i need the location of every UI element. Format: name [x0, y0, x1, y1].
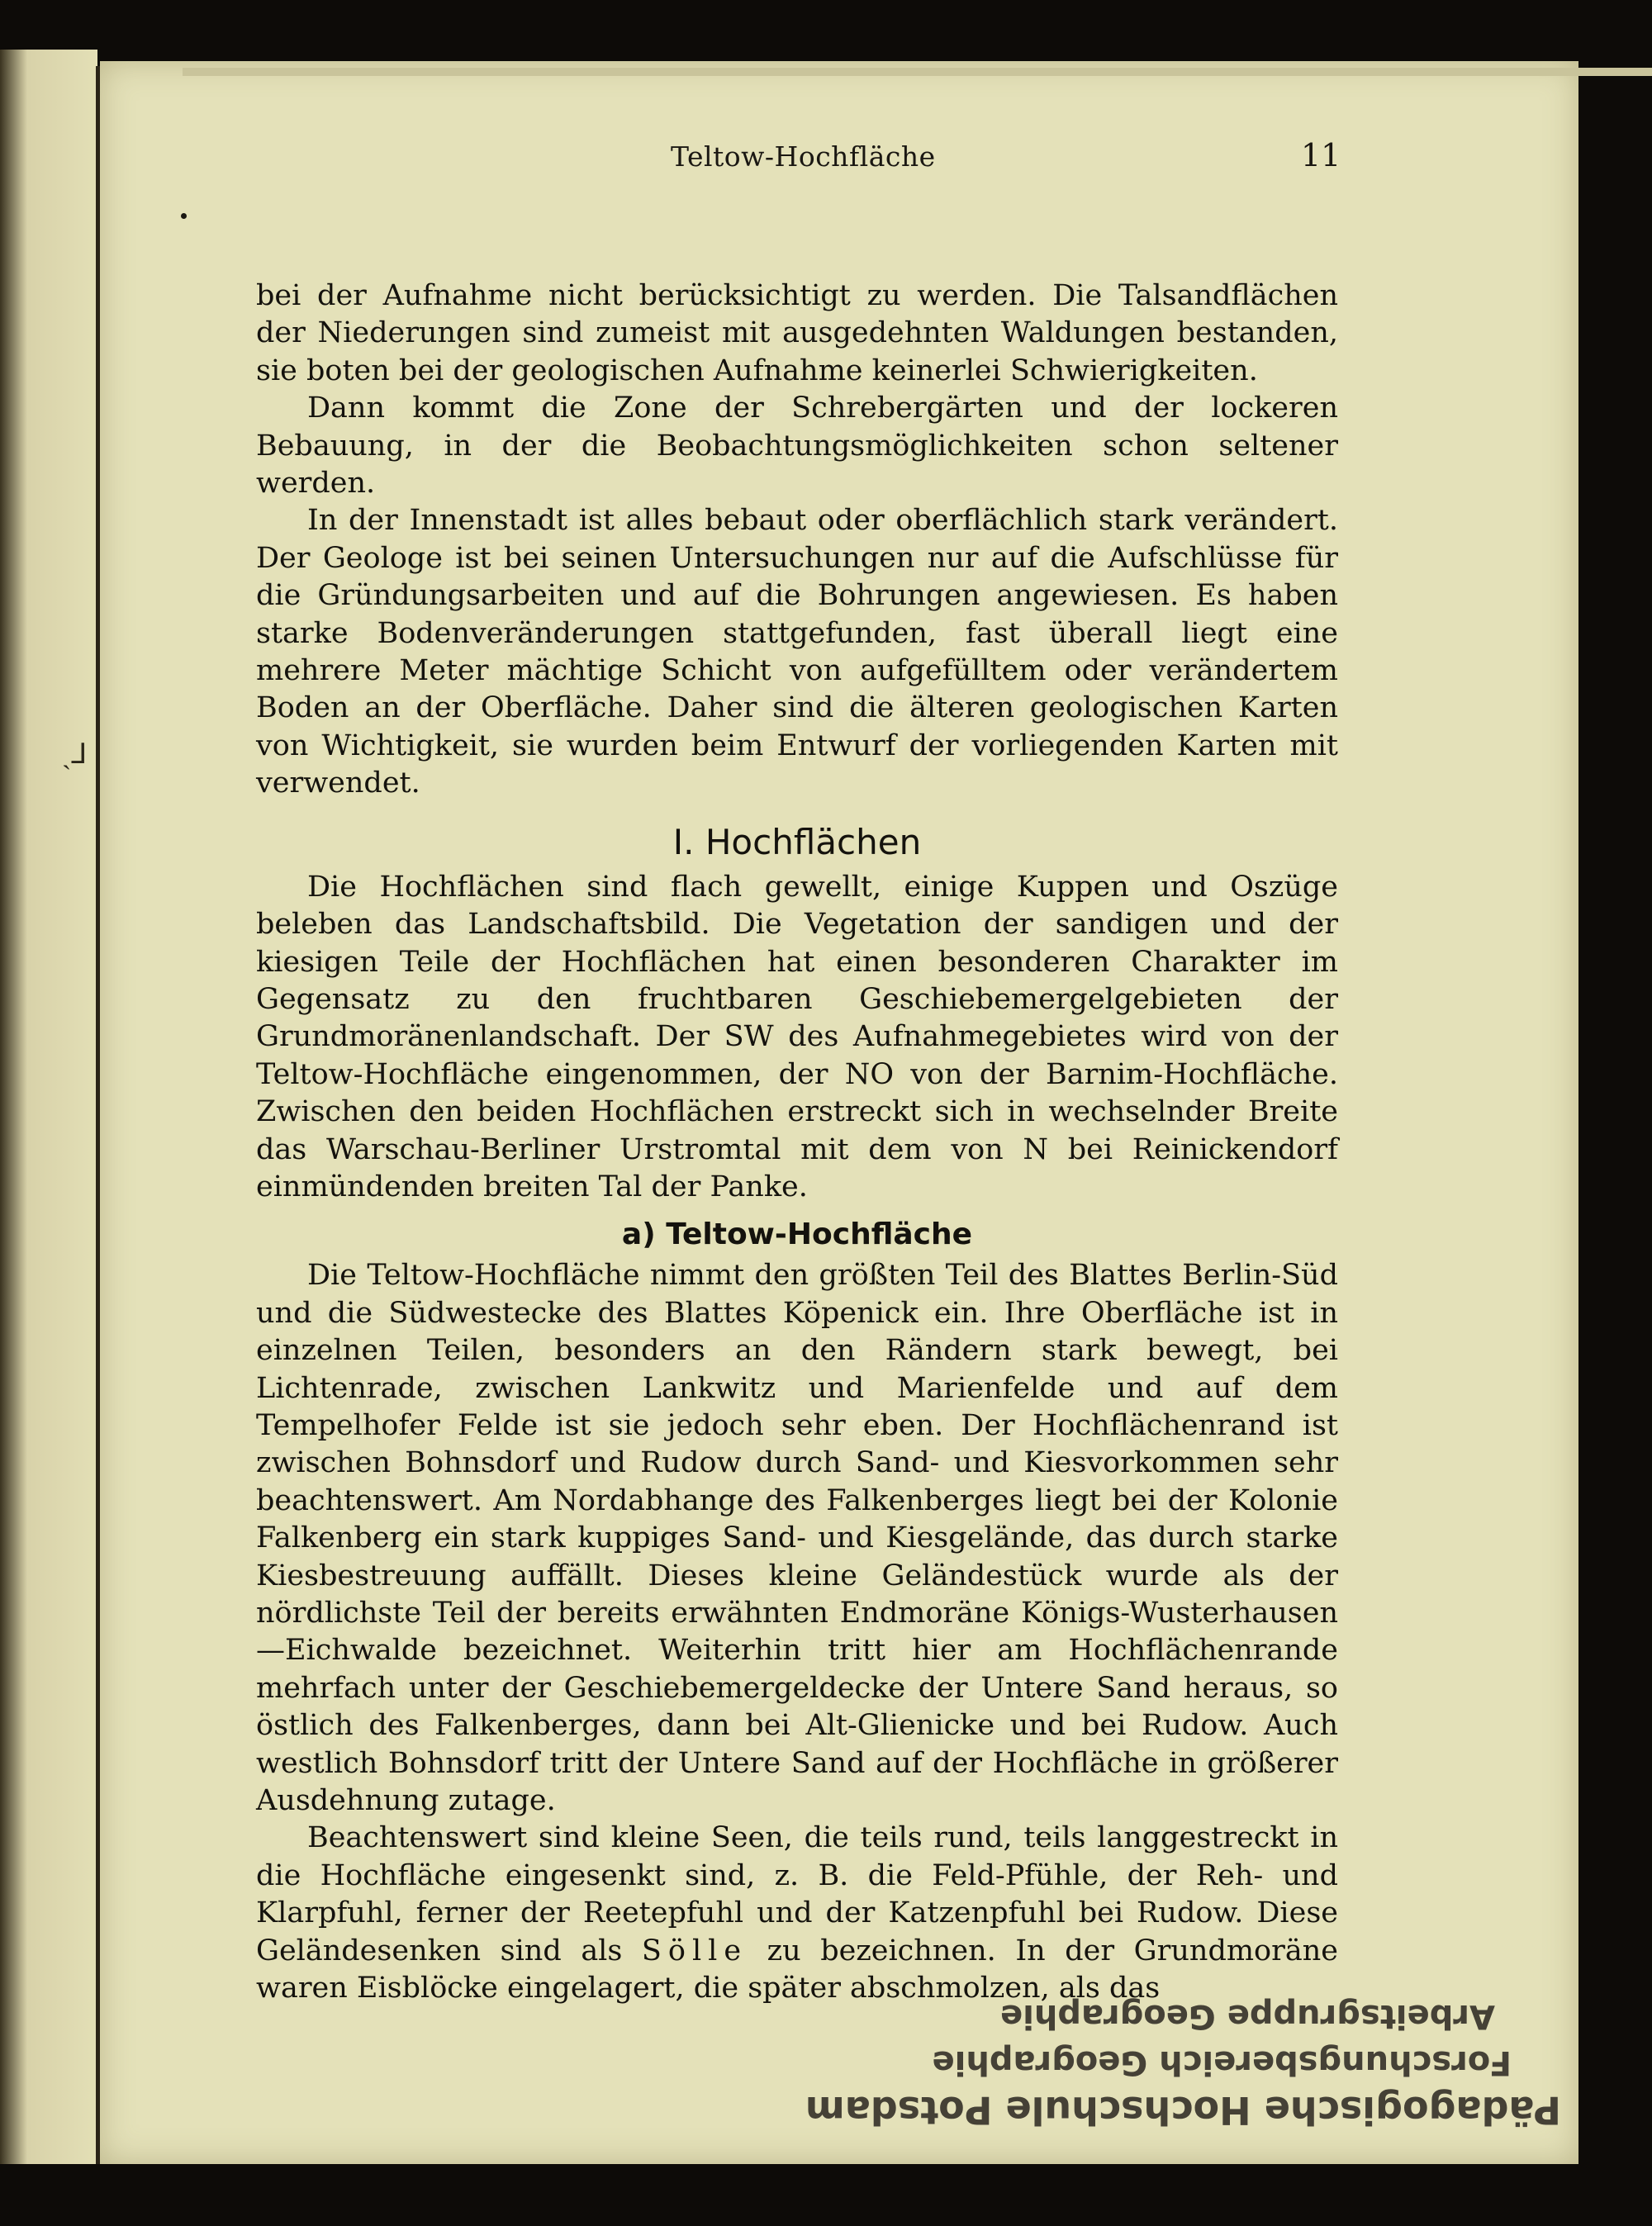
top-rule [183, 68, 1652, 76]
subsection-body [256, 1257, 1338, 2007]
section-heading: I. Hochflächen [672, 821, 922, 862]
intro-section [256, 278, 1338, 803]
subsection-heading: a) Teltow-Hochfläche [621, 1217, 973, 1252]
section-body [256, 869, 1338, 1207]
page-number: 11 [1301, 137, 1341, 173]
stamp-line: Arbeitsgruppe Geographie [1000, 1997, 1495, 2035]
spaced-term: Sölle [641, 1934, 748, 1967]
paragraph: In der Innenstadt ist alles bebaut oder oberflächlich stark verändert. Der Geologe ist bei seinen Untersuchungen nur auf die Aufschlüsse für die Gründungsarbeiten und auf die Bohrungen angewiesen. Es haben starke Bodenveränderungen stattgefunden, fast überall liegt eine mehrere Meter mächtige Schicht von aufgefülltem oder verändertem Boden an der Oberfläche. Daher sind die älteren geologischen Karten von Wichtigkeit, sie wurden beim Entwurf der vorliegenden Karten mit verwendet. [256, 504, 1338, 800]
margin-scribble: ˎ⅃ [62, 738, 88, 771]
stamp-line: Pädagogische Hochschule Potsdam [805, 2088, 1561, 2133]
page-header [256, 137, 1341, 190]
running-title: Teltow-Hochfläche [671, 140, 936, 173]
paragraph: Die Teltow-Hochfläche nimmt den größten Teil des Blattes Berlin-Süd und die Südwestecke des Blattes Köpenick ein. Ihre Oberfläche ist in einzelnen Teilen, besonders an den Rändern stark bewegt, bei Lichtenrade, zwischen Lankwitz und Marienfelde und auf dem Tempelhofer Felde ist sie jedoch sehr eben. Der Hochflächenrand ist zwischen Bohnsdorf und Rudow durch Sand- und Kiesvorkommen sehr beachtenswert. Am Nordabhange des Falkenberges liegt bei der Kolonie Falkenberg ein stark kuppiges Sand- und Kiesgelände, das durch starke Kiesbestreuung auffällt. Dieses kleine Geländestück wurde als der nördlichste Teil der bereits erwähnten Endmoräne Königs-Wusterhausen—Eichwalde bezeichnet. Weiterhin tritt hier am Hochflächenrande mehrfach unter der Geschiebemergeldecke der Untere Sand heraus, so östlich des Falkenberges, dann bei Alt-Glienicke und bei Rudow. Auch westlich Bohnsdorf tritt der Untere Sand auf der Hochfläche in größerer Ausdehnung zutage. [256, 1259, 1338, 1818]
paragraph [256, 1820, 1338, 2007]
library-stamp [805, 1986, 1561, 2135]
text-block [256, 278, 1338, 2007]
paragraph: Die Hochflächen sind flach gewellt, einige Kuppen und Oszüge beleben das Landschaftsbild. Die Vegetation der sandigen und der kiesigen Teile der Hochflächen hat einen besonderen Charakter im Gegensatz zu den fruchtbaren Geschiebemergelgebieten der Grundmoränenlandschaft. Der SW des Aufnahmegebietes wird von der Teltow-Hochfläche eingenommen, der NO von der Barnim-Hochfläche. Zwischen den beiden Hochflächen erstreckt sich in wechselnder Breite das Warschau-Berliner Urstromtal mit dem von N bei Reinickendorf einmündenden breiten Tal der Panke. [256, 870, 1338, 1203]
paragraph: bei der Aufnahme nicht berücksichtigt zu werden. Die Talsandflächen der Niederungen sind zumeist mit ausgedehnten Waldungen bestanden, sie boten bei der geologischen Aufnahme keinerlei Schwierigkeiten. [256, 279, 1338, 387]
paragraph-text: zu bezeichnen. In der Grundmoräne waren Eisblöcke eingelagert, die später abschmolzen, als das [256, 1934, 1338, 2005]
paragraph: Dann kommt die Zone der Schrebergärten und der lockeren Bebauung, in der die Beobachtungsmöglichkeiten schon seltener werden. [256, 392, 1338, 501]
stamp-line: Forschungsbereich Geographie [932, 2043, 1512, 2081]
left-page-edge [0, 50, 97, 2164]
margin-dot [181, 213, 187, 219]
paragraph-text: Beachtenswert sind kleine Seen, die teils rund, teils langgestreckt in die Hochfläche eingesenkt sind, z. B. die Feld-Pfühle, der Reh- und Klarpfuhl, ferner der Reetepfuhl und der Katzenpfuhl bei Rudow. Diese Geländesenken sind als [256, 1821, 1338, 1967]
